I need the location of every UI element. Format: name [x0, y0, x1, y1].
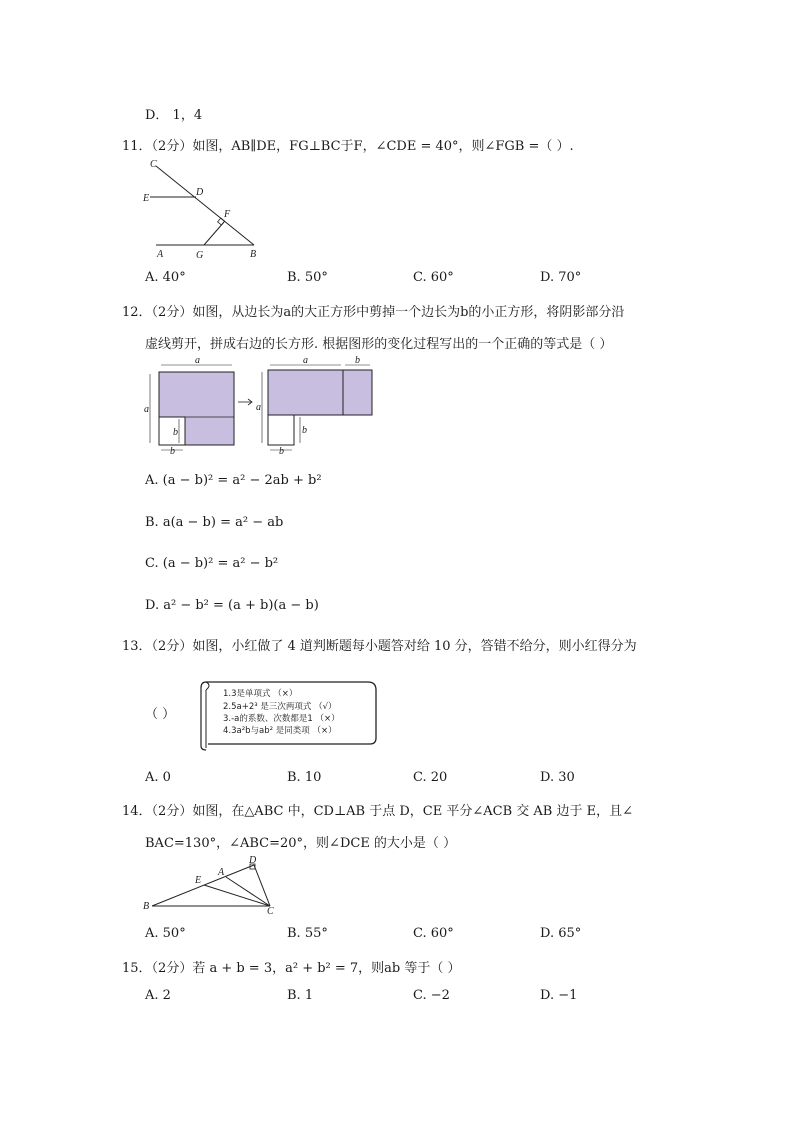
q11-option-c[interactable]: C. 60° [413, 270, 454, 285]
q13-scroll-line-3: 3.-a的系数、次数都是1 （×） [223, 714, 340, 724]
q13-option-a[interactable]: A. 0 [145, 770, 171, 785]
q12-right-label-b-side: b [302, 425, 307, 436]
q12-stem-line1: 12．（2分）如图，从边长为a的大正方形中剪掉一个边长为b的小正方形，将阴影部分沿 [122, 305, 625, 320]
q14-stem-line2: BAC=130°，∠ABC=20°，则∠DCE 的大小是（ ） [145, 836, 457, 851]
q14-label-d: D [249, 855, 257, 866]
q14-label-a: A [218, 867, 225, 878]
q12-option-b[interactable]: B. a(a − b) = a² − ab [145, 515, 284, 530]
q15-option-d[interactable]: D. −1 [540, 988, 578, 1003]
q12-right-label-a-side: a [256, 402, 261, 413]
q12-stem-line2: 虚线剪开，拼成右边的长方形. 根据图形的变化过程写出的一个正确的等式是（ ） [145, 337, 613, 352]
q12-left-label-b-side: b [173, 427, 178, 438]
q12-figure [140, 355, 380, 460]
q11-label-d: D [196, 187, 204, 198]
q14-stem-line1: 14．（2分）如图，在△ABC 中，CD⊥AB 于点 D，CE 平分∠ACB 交 AB 边于 E，且∠ [122, 804, 633, 819]
q13-blank: （ ） [145, 707, 176, 722]
q14-label-c: C [267, 906, 274, 917]
q12-left-label-a-side: a [144, 404, 149, 415]
q12-right-label-a-top: a [303, 355, 308, 366]
q12-left-label-b-bottom: b [170, 446, 175, 457]
q11-stem: 11．（2分）如图，AB∥DE，FG⊥BC于F，∠CDE = 40°，则∠FGB =（ ）. [122, 139, 574, 154]
q11-figure [140, 155, 270, 265]
q11-option-a[interactable]: A. 40° [145, 270, 186, 285]
q12-right-label-b-top: b [355, 355, 360, 366]
q13-option-c[interactable]: C. 20 [413, 770, 448, 785]
q14-label-e: E [195, 875, 202, 886]
q12-option-a[interactable]: A. (a − b)² = a² − 2ab + b² [145, 473, 322, 488]
q11-label-c: C [150, 159, 157, 170]
q15-stem: 15．（2分）若 a + b = 3，a² + b² = 7，则ab 等于（ ） [122, 961, 461, 976]
q15-option-a[interactable]: A. 2 [145, 988, 171, 1003]
q15-option-b[interactable]: B. 1 [287, 988, 314, 1003]
q11-option-b[interactable]: B. 50° [287, 270, 328, 285]
q11-label-a: A [157, 249, 164, 260]
q13-scroll-line-2: 2.5a+2³ 是三次两项式 （√） [223, 702, 337, 712]
q13-scroll-line-1: 1.3是单项式 （×） [223, 689, 298, 699]
q14-option-c[interactable]: C. 60° [413, 926, 454, 941]
q14-figure [140, 852, 285, 917]
q11-option-d[interactable]: D. 70° [540, 270, 582, 285]
q14-option-a[interactable]: A. 50° [145, 926, 186, 941]
q13-option-d[interactable]: D. 30 [540, 770, 575, 785]
q11-label-f: F [224, 209, 231, 220]
q14-option-d[interactable]: D. 65° [540, 926, 582, 941]
q11-label-e: E [143, 193, 150, 204]
q13-option-b[interactable]: B. 10 [287, 770, 322, 785]
q12-option-d[interactable]: D. a² − b² = (a + b)(a − b) [145, 598, 319, 613]
q12-option-c[interactable]: C. (a − b)² = a² − b² [145, 556, 279, 571]
q13-scroll-figure [198, 676, 383, 752]
q14-label-b: B [143, 901, 150, 912]
q13-scroll-line-4: 4.3a²b与ab² 是同类项 （×） [223, 726, 337, 736]
q15-option-c[interactable]: C. −2 [413, 988, 450, 1003]
q13-stem: 13．（2分）如图，小红做了 4 道判断题每小题答对给 10 分，答错不给分，则小红得分为 [122, 639, 637, 654]
q11-label-g: G [196, 250, 204, 261]
q12-right-label-b-bottom: b [279, 446, 284, 457]
q11-label-b: B [250, 249, 257, 260]
q14-option-b[interactable]: B. 55° [287, 926, 328, 941]
q12-left-label-a-top: a [195, 355, 200, 366]
q10-option-d: D． 1，4 [145, 108, 203, 123]
